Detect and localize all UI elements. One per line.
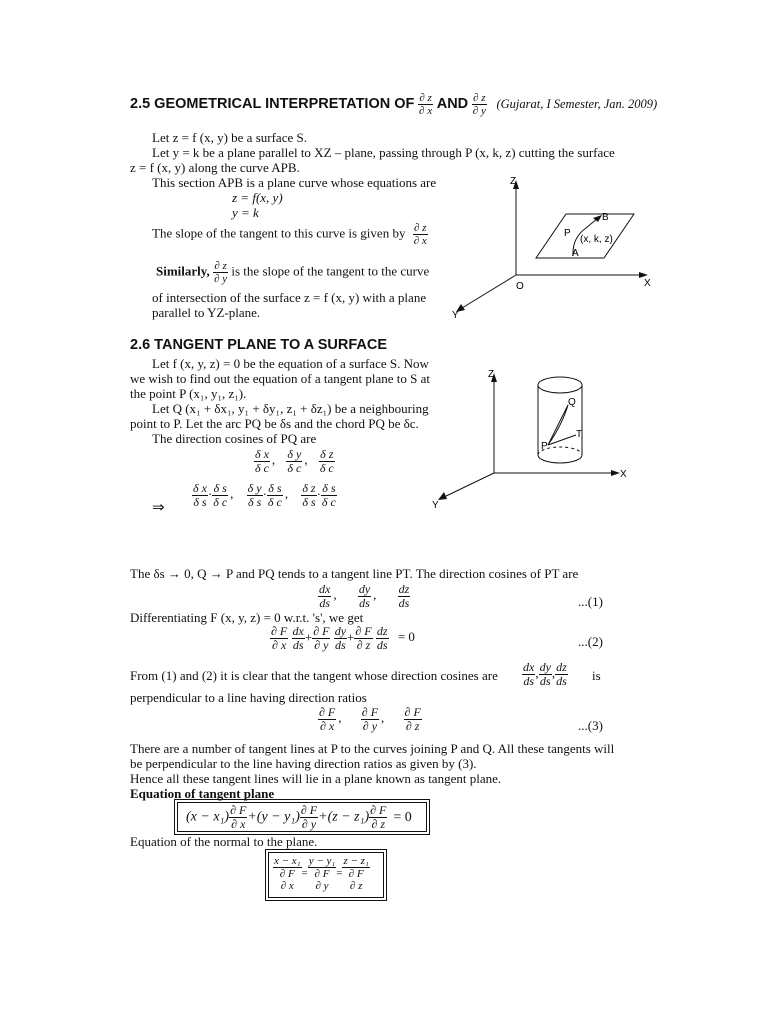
label-point: (x, k, z) bbox=[580, 234, 613, 245]
text-line: Let f (x, y, z) = 0 be the equation of a surface S. Now bbox=[152, 356, 429, 371]
direction-cosines-pq: $\frac{\text{δ x}}{\text{δ c}}$ , $\frac{\text{δ y}}{\text{δ c}}$ , $\frac{\text{δ z}}{\text{δ c}}$ bbox=[255, 447, 334, 475]
fraction: $\frac{\partial F}{\partial x}$ bbox=[319, 705, 336, 733]
y-axis bbox=[444, 473, 494, 497]
equation-line: y = k bbox=[232, 205, 259, 220]
label-p: P bbox=[541, 441, 548, 452]
equals-zero: = 0 bbox=[397, 629, 415, 645]
text-line: The slope of the tangent to this curve is given by bbox=[152, 225, 406, 241]
label-z: Z bbox=[488, 369, 495, 380]
heading-and: AND bbox=[436, 95, 469, 112]
y-arrow-icon bbox=[438, 492, 447, 500]
equation-number: ...(1) bbox=[578, 594, 603, 609]
cylinder-bottom bbox=[538, 455, 582, 463]
text-line: Equation of the normal to the plane. bbox=[130, 834, 318, 849]
equation-number: ...(2) bbox=[578, 634, 603, 649]
fraction: $\frac{dy}{ds}$ bbox=[539, 660, 551, 688]
text-line: Let z = f (x, y) be a surface S. bbox=[152, 130, 307, 145]
x-arrow-icon bbox=[611, 470, 620, 476]
text-line: The direction cosines of PQ are bbox=[152, 431, 317, 446]
tangent-plane-equation bbox=[186, 804, 412, 831]
fraction: $\frac{\text{δ z}}{\text{δ s}}$ bbox=[302, 481, 316, 509]
label-z: Z bbox=[510, 176, 517, 187]
label-p: P bbox=[564, 228, 571, 239]
fraction: $\frac{\text{δ s}}{\text{δ c}}$ bbox=[213, 481, 228, 509]
fraction: $\frac{\text{δ s}}{\text{δ c}}$ bbox=[267, 481, 282, 509]
text-line: parallel to YZ-plane. bbox=[152, 305, 261, 320]
label-q: Q bbox=[568, 397, 576, 408]
equation-number: ...(3) bbox=[578, 718, 603, 733]
cylinder-top bbox=[538, 377, 582, 393]
heading-text: 2.5 GEOMETRICAL INTERPRETATION OF bbox=[130, 95, 415, 112]
text-line: perpendicular to a line having direction ratios bbox=[130, 690, 367, 705]
direction-cosines-inline: $\frac{dx}{ds}$ , $\frac{dy}{ds}$ , $\frac{dz}{ds}$ bbox=[523, 660, 567, 688]
section-2-6-heading: 2.6 TANGENT PLANE TO A SURFACE bbox=[130, 337, 387, 353]
text-line: Differentiating F (x, y, z) = 0 w.r.t. 's', we get bbox=[130, 610, 364, 625]
label-x: X bbox=[620, 469, 627, 480]
term: (x − x₁) bbox=[186, 809, 230, 825]
fraction: $\frac{dz}{ds}$ bbox=[376, 624, 388, 652]
fraction: $\frac{dz}{ds}$ bbox=[398, 582, 410, 610]
fraction: $\frac{\text{δ y}}{\text{δ s}}$ bbox=[247, 481, 262, 509]
dz-dx-fraction: $\frac{\partial z}{\partial x}$ bbox=[413, 222, 427, 247]
dz-dx-fraction: $\frac{\partial z}{\partial x}$ bbox=[419, 92, 433, 117]
text-line: Hence all these tangent lines will lie in a plane known as tangent plane. bbox=[130, 771, 502, 786]
normal-equation: x − x₁ ∂ F ∂ x = y − y₁ ∂ F ∂ y = z − z₁ ∂ F ∂ z bbox=[274, 855, 369, 892]
normal-equation-box bbox=[268, 852, 384, 898]
fraction: $\frac{\partial F}{\partial y}$ bbox=[313, 624, 330, 652]
label-o: O bbox=[516, 281, 524, 292]
text-line: This section APB is a plane curve whose equations are bbox=[152, 175, 437, 190]
tangent-plane-equation-box bbox=[177, 802, 427, 832]
text-line: be perpendicular to the line having direction ratios as given by (3). bbox=[130, 756, 477, 771]
subheading: Equation of tangent plane bbox=[130, 786, 275, 801]
citation: (Gujarat, I Semester, Jan. 2009) bbox=[496, 96, 658, 111]
direction-ratios: $\frac{\partial F}{\partial x}$ , $\frac{\partial F}{\partial y}$ , $\frac{\partial F}{\partial z}$ bbox=[319, 705, 421, 733]
figure-surface-plane bbox=[440, 170, 660, 320]
term: +(y − y₁) bbox=[247, 809, 300, 825]
dz-dy-fraction: $\frac{\partial z}{\partial y}$ bbox=[214, 260, 228, 285]
fraction: $\frac{dx}{ds}$ bbox=[523, 660, 535, 688]
y-axis bbox=[462, 275, 516, 308]
fraction: $\frac{\text{δ x}}{\text{δ s}}$ bbox=[193, 481, 207, 509]
direction-cosines-product: $\frac{\text{δ x}}{\text{δ s}}$ · $\frac{\text{δ s}}{\text{δ c}}$ , $\frac{\text{δ y}}{\text{δ s}}$ · $\frac{\text{δ s}}{\text{δ c}}$ , $\frac{\text{δ z}}{\text{δ s}}$ · $\frac{\text{δ s}}{\text{δ c}}$ bbox=[193, 481, 336, 509]
fraction: $\frac{dz}{ds}$ bbox=[556, 660, 567, 688]
fraction: $\frac{dy}{ds}$ bbox=[334, 624, 347, 652]
text-line: From (1) and (2) it is clear that the tangent whose direction cosines are bbox=[130, 668, 498, 683]
fraction: $\frac{\text{δ z}}{\text{δ c}}$ bbox=[319, 447, 334, 475]
label-a: A bbox=[572, 248, 579, 259]
slope-line bbox=[152, 222, 428, 247]
fraction: x − x₁ ∂ F ∂ x bbox=[274, 855, 301, 892]
implies-symbol: ⇒ bbox=[152, 500, 165, 516]
figure-tangent-surface bbox=[430, 365, 630, 515]
fraction: $\frac{\text{δ y}}{\text{δ c}}$ bbox=[287, 447, 302, 475]
label-t: T bbox=[576, 429, 583, 440]
dz-dy-fraction: $\frac{\partial z}{\partial y}$ bbox=[472, 92, 486, 117]
direction-cosines-pt: $\frac{dx}{ds}$ , $\frac{dy}{ds}$ , $\frac{dz}{ds}$ bbox=[319, 582, 410, 610]
fraction: $\frac{\text{δ x}}{\text{δ c}}$ bbox=[255, 447, 269, 475]
text-line: point to P. Let the arc PQ be δs and the chord PQ be δc. bbox=[130, 416, 419, 431]
fraction: $\frac{dx}{ds}$ bbox=[319, 582, 331, 610]
fraction: z − z₁ ∂ F ∂ z bbox=[343, 855, 369, 892]
fraction: $\frac{\partial F}{\partial z}$ bbox=[404, 705, 421, 733]
similarly-label: Similarly, bbox=[156, 263, 210, 279]
text-line: The δs → 0, Q → P and PQ tends to a tangent line PT. The direction cosines of PT are bbox=[130, 566, 579, 581]
fraction: $\frac{\partial F}{\partial x}$ bbox=[271, 624, 288, 652]
fraction: $\frac{\partial F}{\partial z}$ bbox=[355, 624, 372, 652]
fraction: $\frac{\partial F}{\partial x}$ bbox=[230, 803, 247, 831]
term: +(z − z₁) bbox=[318, 809, 370, 825]
text-line: There are a number of tangent lines at P to the curves joining P and Q. All these tangents will bbox=[130, 741, 615, 756]
differential-equation: $\frac{\partial F}{\partial x}$ $\frac{dx}{ds}$ + $\frac{\partial F}{\partial y}$ $\frac{dy}{ds}$ + $\frac{\partial F}{\partial z}$ $\frac{dz}{ds}$ = 0 bbox=[271, 624, 415, 652]
text-line: is the slope of the tangent to the curve bbox=[231, 263, 430, 279]
fraction: $\frac{\text{δ s}}{\text{δ c}}$ bbox=[321, 481, 336, 509]
text-line: we wish to find out the equation of a tangent plane to S at bbox=[130, 371, 431, 386]
fraction: $\frac{dy}{ds}$ bbox=[358, 582, 371, 610]
label-y: Y bbox=[452, 310, 459, 320]
equation-line: z = f(x, y) bbox=[232, 190, 283, 205]
text-line: is bbox=[592, 668, 601, 683]
similarly-line bbox=[156, 260, 429, 285]
fraction: $\frac{dx}{ds}$ bbox=[292, 624, 304, 652]
label-y: Y bbox=[432, 500, 439, 511]
text-line: of intersection of the surface z = f (x, y) with a plane bbox=[152, 290, 427, 305]
label-b: B bbox=[602, 212, 609, 223]
section-2-5-heading bbox=[130, 92, 657, 117]
fraction: $\frac{\partial F}{\partial z}$ bbox=[370, 803, 387, 831]
text-line: Let y = k be a plane parallel to XZ – plane, passing through P (x, k, z) cutting the surface bbox=[152, 145, 615, 160]
label-x: X bbox=[644, 278, 651, 289]
fraction: y − y₁ ∂ F ∂ y bbox=[308, 855, 336, 892]
text-line: Let Q (x₁ + δx₁, y₁ + δy₁, z₁ + δz₁) be a neighbouring bbox=[152, 401, 429, 416]
equals-zero: = 0 bbox=[393, 809, 412, 825]
fraction: $\frac{\partial F}{\partial y}$ bbox=[361, 705, 379, 733]
text-line: the point P (x₁, y₁, z₁). bbox=[130, 386, 247, 401]
fraction: $\frac{\partial F}{\partial y}$ bbox=[300, 803, 318, 831]
text-line: z = f (x, y) along the curve APB. bbox=[130, 160, 300, 175]
